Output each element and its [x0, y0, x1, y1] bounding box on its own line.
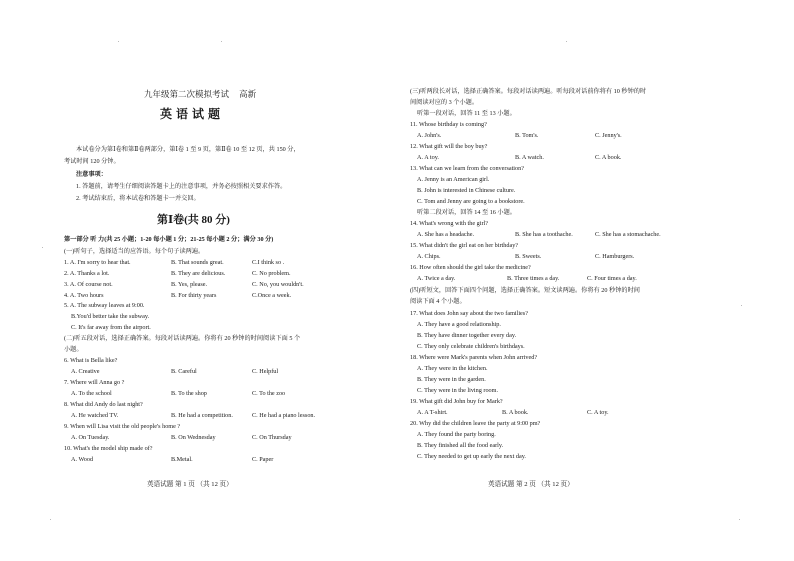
question-option-c: C.Once a week.	[252, 292, 292, 299]
question-option-a: A. A toy.	[417, 154, 439, 161]
question-option-c: C. Four times a day.	[587, 275, 637, 282]
question-option-b: B. Sweets.	[515, 253, 542, 260]
question-option-c: C. Jenny's.	[595, 132, 622, 139]
question-text: 19. What gift did John buy for Mark?	[410, 398, 503, 405]
intro-line-2: 考试时间 120 分钟。	[64, 158, 120, 165]
conversation-1-instruction: 听第一段对话，回答 11 至 13 小题。	[417, 110, 516, 117]
q5-option-c: C. It's far away from the airport.	[71, 324, 151, 331]
question-option-b: B. John is interested in Chinese culture.	[417, 187, 516, 194]
subsection-2-heading: (二)听五段对话，选择正确答案。每段对话读两遍。你将有 20 秒钟的时间阅读下面 5 个	[64, 335, 301, 342]
question-text: 6. What is Bella like?	[64, 357, 118, 364]
part-1-heading: 第一部分 听 力(共 25 小题；1-20 每小题 1 分；21-25 每小题 2 分；满分 30 分)	[64, 236, 274, 243]
exam-title-text: 九年级第二次模拟考试	[144, 89, 230, 99]
notes-title: 注意事项：	[76, 171, 107, 178]
question-option-a: 3. A. Of course not.	[64, 281, 113, 288]
question-option-c: C. Paper	[252, 456, 274, 463]
question-option-a: A. Chips.	[417, 253, 441, 260]
question-option-a: A. They were in the kitchen.	[417, 365, 488, 372]
question-option-b: B. She has a toothache.	[515, 231, 573, 238]
question-text: 17. What does John say about the two families?	[410, 310, 528, 317]
question-option-a: 2. A. Thanks a lot.	[64, 270, 110, 277]
question-option-c: C. Helpful	[252, 368, 279, 375]
scan-speck	[42, 247, 43, 248]
page-footer: 英语试题 第 1 页 （共 12 页）	[147, 481, 233, 488]
subsection-2-heading-cont: 小题。	[64, 346, 83, 353]
question-option-c: C. Tom and Jenny are going to a bookstore.	[417, 198, 525, 205]
question-option-b: B. That sounds great.	[171, 259, 224, 266]
question-option-b: B. Careful	[171, 368, 197, 375]
question-text: 8. What did Andy do last night?	[64, 401, 143, 408]
question-option-c: C. They needed to get up early the next day.	[417, 453, 526, 460]
note-2: 2. 考试结束后，将本试卷和答题卡一并交回。	[76, 195, 200, 202]
question-text: 10. What's the model ship made of?	[64, 445, 153, 452]
question-text: 9. When will Lisa visit the old people's home ?	[64, 423, 181, 430]
question-text: 7. Where will Anna go ?	[64, 379, 125, 386]
question-option-b: B. He had a competition.	[171, 412, 233, 419]
question-option-a: A. Jenny is an American girl.	[417, 176, 490, 183]
question-option-c: C. They were in the living room.	[417, 387, 498, 394]
question-option-a: A. A T-shirt.	[417, 409, 448, 416]
question-text: 15. What didn't the girl eat on her birthday?	[410, 242, 519, 249]
question-option-a: A. They have a good relationship.	[417, 321, 501, 328]
section-title: 第Ⅰ卷(共 80 分)	[157, 214, 230, 226]
q5-option-a: 5. A. The subway leaves at 9:00.	[64, 302, 145, 309]
question-text: 18. Where were Mark's parents when John arrived?	[410, 354, 538, 361]
subsection-1-heading: (一)听句子，选择适当的应答语。每个句子读两遍。	[64, 248, 205, 255]
question-option-b: B. A book.	[502, 409, 529, 416]
question-option-a: 1. A. I'm sorry to hear that.	[64, 259, 131, 266]
question-option-c: C. No problem.	[252, 270, 291, 277]
question-option-b: B. They were in the garden.	[417, 376, 486, 383]
question-option-a: 4. A. Two hours	[64, 292, 104, 299]
question-option-a: A. Wood	[71, 456, 94, 463]
exam-title	[144, 89, 256, 100]
question-option-c: C. A toy.	[587, 409, 609, 416]
question-option-c: C. No, you wouldn't.	[252, 281, 304, 288]
scan-speck	[566, 41, 567, 42]
conversation-2-instruction: 听第二段对话，回答 14 至 16 小题。	[417, 209, 516, 216]
page-footer: 英语试题 第 2 页 （共 12 页）	[488, 481, 574, 488]
question-option-b: B. To the shop	[171, 390, 207, 397]
note-1: 1. 答题前，请考生仔细阅读答题卡上的注意事项，并务必按照相关要求作答。	[76, 183, 287, 190]
exam-tag: 高新	[239, 89, 257, 99]
question-text: 14. What's wrong with the girl?	[410, 220, 488, 227]
question-option-c: C.I think so .	[252, 259, 285, 266]
question-option-a: A. On Tuesday.	[71, 434, 110, 441]
scan-speck	[741, 305, 742, 306]
question-option-a: A. He watched TV.	[71, 412, 119, 419]
question-text: 13. What can we learn from the conversation?	[410, 165, 524, 172]
question-option-a: A. They found the party boring.	[417, 431, 496, 438]
question-option-b: B. On Wednesday	[171, 434, 216, 441]
question-option-a: A. John's.	[417, 132, 442, 139]
question-option-b: B. Three times a day.	[507, 275, 560, 282]
question-text: 16. How often should the girl take the medicine?	[410, 264, 531, 271]
question-option-c: C. A book.	[595, 154, 622, 161]
question-text: 12. What gift will the boy buy?	[410, 143, 488, 150]
scan-speck	[221, 41, 222, 42]
subsection-4-heading: (四)听短文，回答下面四个问题，选择正确答案。短文读两遍。你将有 20 秒钟的时间	[410, 287, 640, 294]
scan-speck	[50, 519, 51, 520]
question-option-b: B. Tom's.	[515, 132, 539, 139]
question-option-b: B.Metal.	[171, 456, 193, 463]
question-option-b: B. They have dinner together every day.	[417, 332, 517, 339]
subsection-4-heading-cont: 阅读下面 4 个小题。	[410, 298, 466, 305]
question-option-b: B. They are delicious.	[171, 270, 226, 277]
question-option-c: C. Hamburgers.	[595, 253, 635, 260]
question-option-b: B. A watch.	[515, 154, 544, 161]
question-option-b: B. They finished all the food early.	[417, 442, 504, 449]
subject-title: 英语试题	[160, 107, 225, 121]
question-option-b: B. For thirty years	[171, 292, 217, 299]
subsection-3-heading-cont: 间阅读对应的 3 个小题。	[410, 99, 479, 106]
question-option-a: A. Twice a day.	[417, 275, 456, 282]
scan-speck	[739, 519, 740, 520]
question-text: 11. Whose birthday is coming?	[410, 121, 487, 128]
question-option-b: B. Yes, please.	[171, 281, 208, 288]
question-text: 20. Why did the children leave the party at 9:00 pm?	[410, 420, 541, 427]
q5-option-b: B.You'd better take the subway.	[71, 313, 150, 320]
intro-line-1: 本试卷分为第Ⅰ卷和第Ⅱ卷两部分，第Ⅰ卷 1 至 9 页，第Ⅱ卷 10 至 12 页，共 150 分，	[76, 146, 300, 153]
question-option-c: C. He had a piano lesson.	[252, 412, 316, 419]
exam-page-2	[397, 0, 794, 561]
question-option-c: C. She has a stomachache.	[595, 231, 661, 238]
question-option-a: A. She has a headache.	[417, 231, 475, 238]
scan-speck	[118, 41, 119, 42]
question-option-a: A. To the school	[71, 390, 112, 397]
question-option-c: C. They only celebrate children's birthdays.	[417, 343, 525, 350]
question-option-c: C. On Thursday	[252, 434, 292, 441]
question-option-a: A. Creative	[71, 368, 100, 375]
question-option-c: C. To the zoo	[252, 390, 286, 397]
subsection-3-heading: (三)听两段长对话，选择正确答案。每段对话读两遍。听每段对话前你将有 10 秒钟的时	[410, 88, 647, 95]
